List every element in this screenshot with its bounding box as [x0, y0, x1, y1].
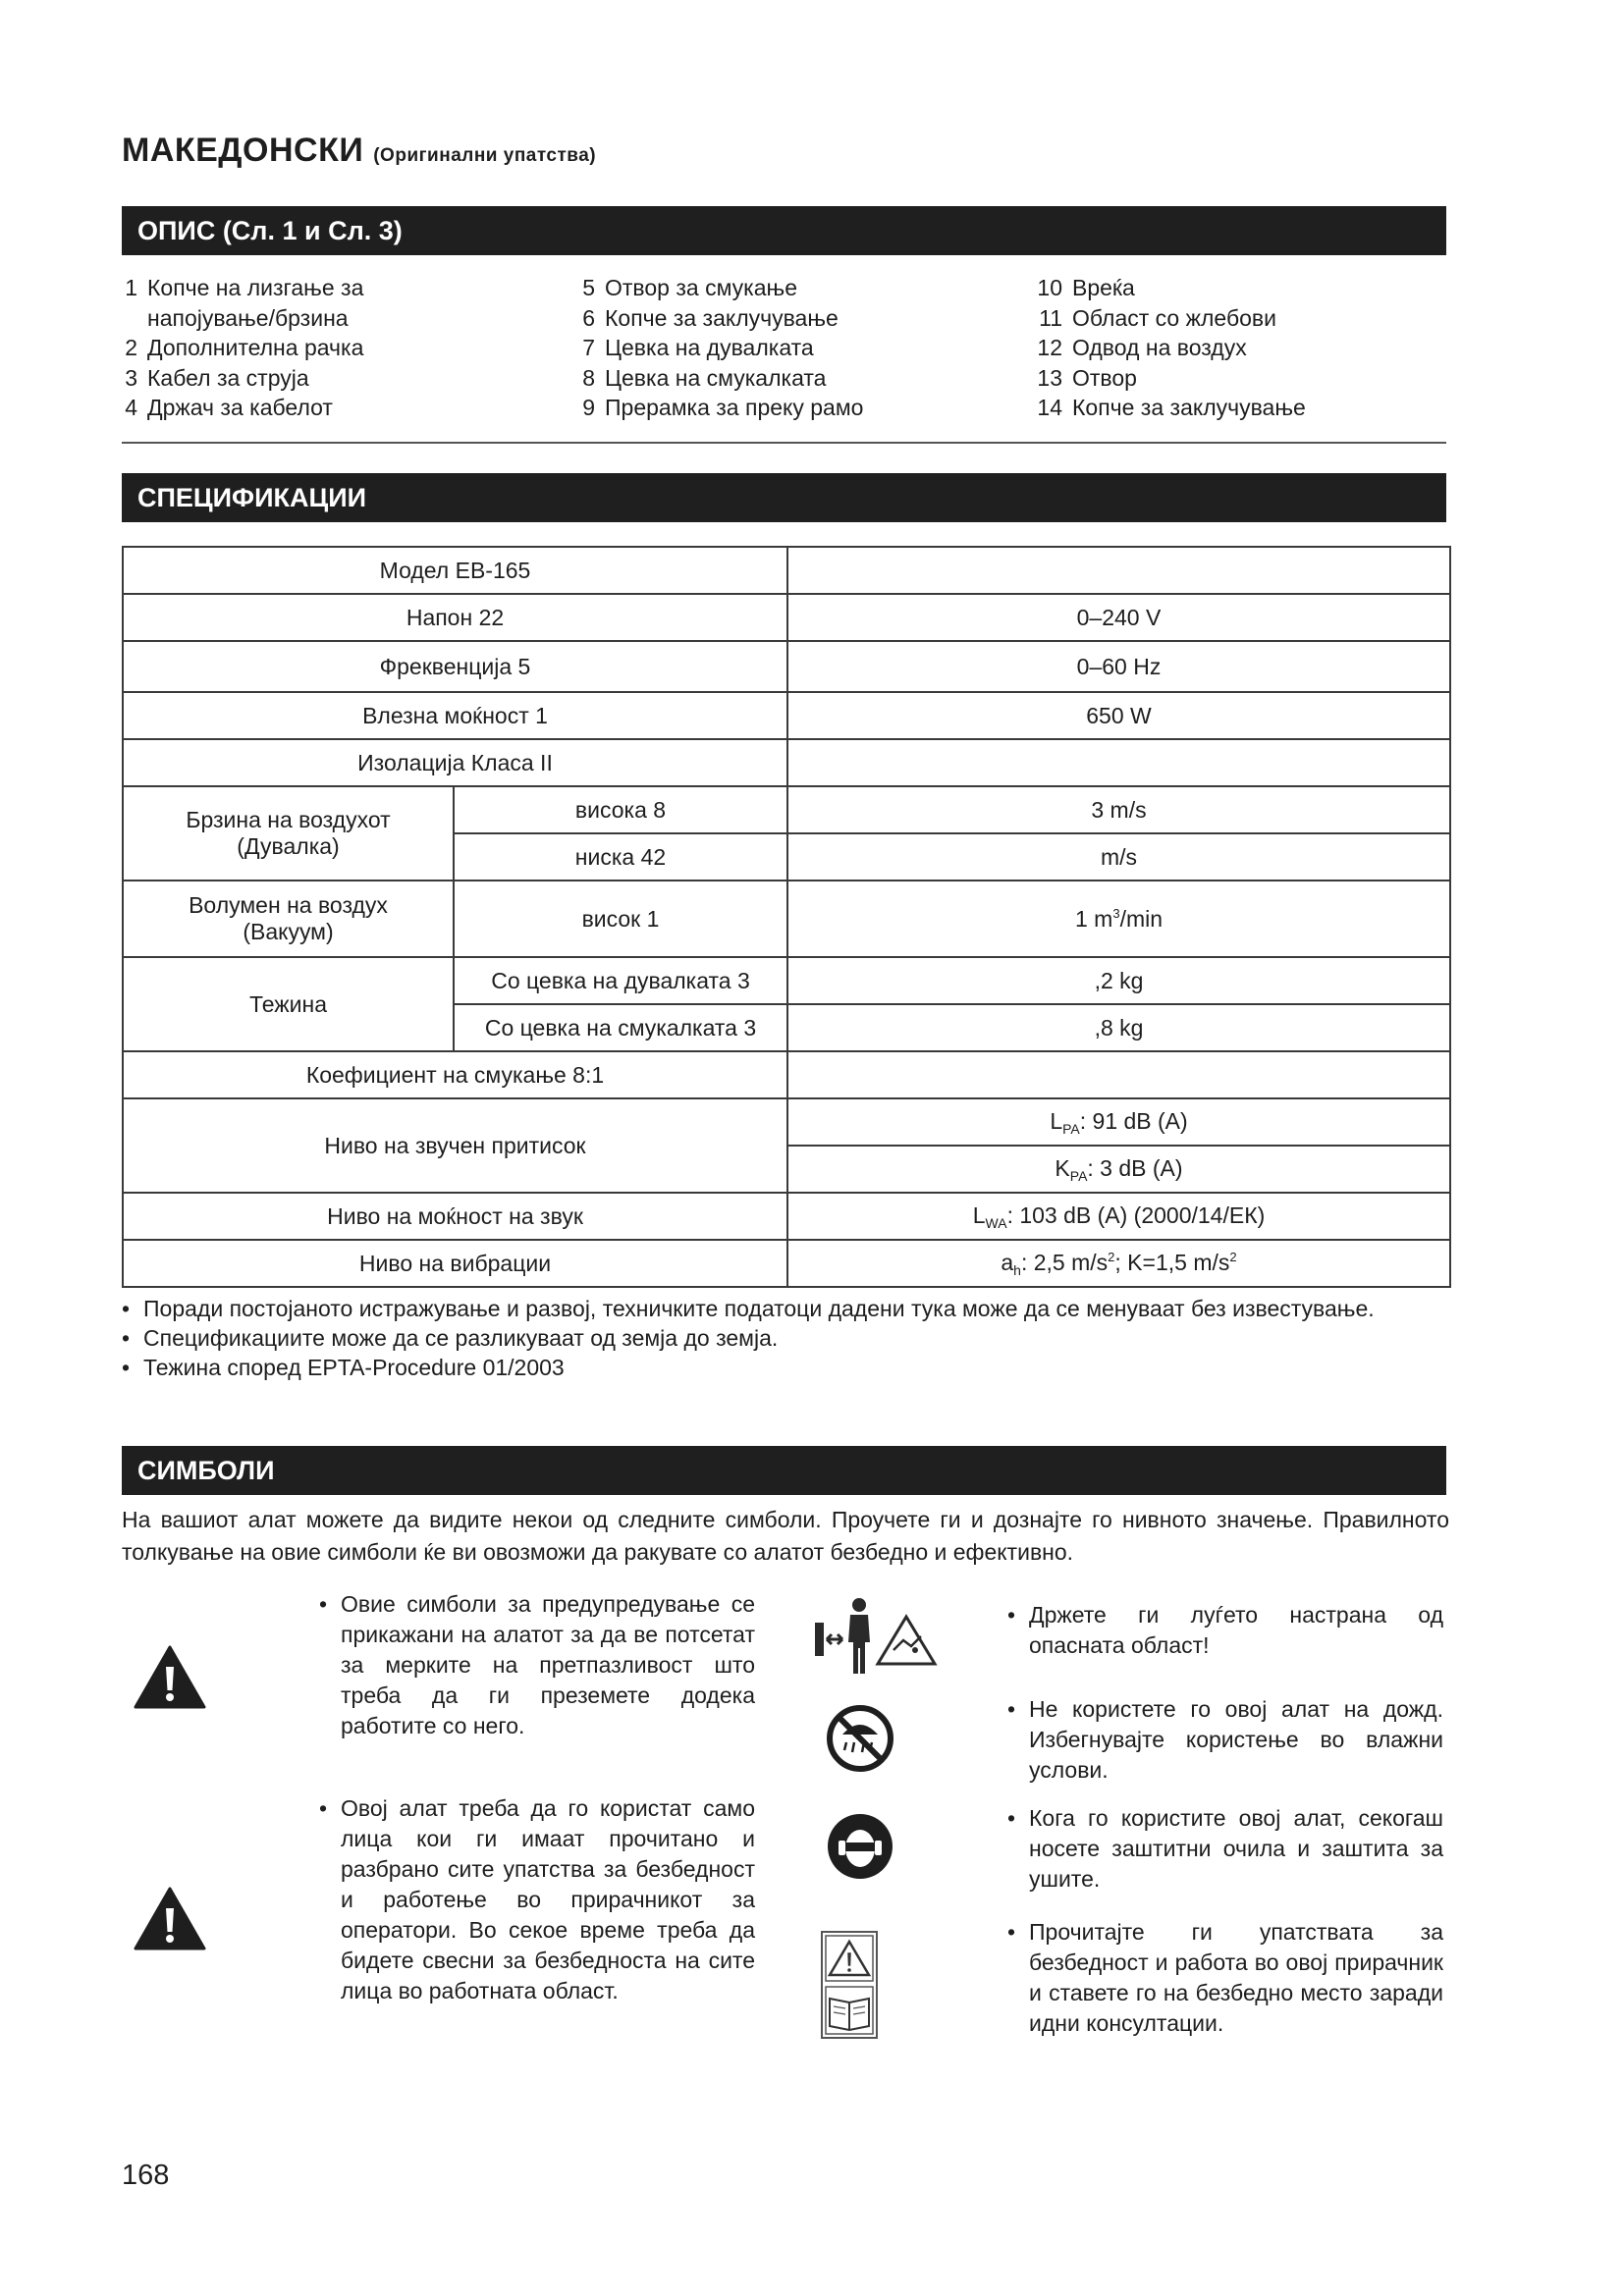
list-item: 13 Отвор — [1037, 364, 1137, 391]
symbol-description: • Не користете го овој алат на дожд. Избегнувајте користење во влажни услови. — [1007, 1696, 1443, 1783]
table-cell: $L_{WA}$: 103 dB (A) (2000/14/ЕК) — [787, 1193, 1450, 1240]
list-item: 14 Копче за заклучување — [1037, 395, 1306, 420]
table-cell: Со цевка на смукалката 3 — [454, 1004, 787, 1051]
table-row — [123, 957, 1450, 1004]
list-item: 10 Вреќа — [1037, 275, 1135, 300]
table-row — [123, 547, 1450, 594]
table-cell: Модел EB-165 — [123, 547, 787, 594]
table-cell: Ниво на моќност на звук — [123, 1193, 787, 1240]
list-item: 7 Цевка на дувалката — [582, 335, 814, 360]
note-item: • Поради постојаното истражување и развој, техничките податоци дадени тука може да се менуваат без известување. — [122, 1296, 1375, 1321]
table-cell: $K_{PA}$: 3 dB (A) — [787, 1146, 1450, 1193]
table-cell: ниска 42 — [454, 833, 787, 881]
list-item: напојување/брзина — [147, 304, 349, 331]
table-cell: 0–60 Hz — [787, 641, 1450, 692]
table-cell — [787, 1051, 1450, 1098]
table-cell: Волумен на воздух (Вакуум) — [123, 881, 454, 957]
table-cell: висок 1 — [454, 881, 787, 957]
table-row — [123, 739, 1450, 786]
warning-triangle-icon — [134, 1645, 206, 1710]
table-cell: ,8 kg — [787, 1004, 1450, 1051]
list-item: 5 Отвор за смукање — [582, 275, 797, 300]
symbols-heading: СИМБОЛИ — [122, 1446, 1446, 1495]
specification-notes — [122, 1294, 1449, 1382]
symbol-description: • Прочитајте ги упатствата за безбедност и работа во овој прирачник и ставете го на безбедно место заради идни консултации. — [1007, 1919, 1443, 2036]
table-cell — [787, 547, 1450, 594]
table-cell: 0–240 V — [787, 594, 1450, 641]
table-cell: Коефициент на смукање 8:1 — [123, 1051, 787, 1098]
table-cell — [787, 739, 1450, 786]
specifications-table — [122, 546, 1451, 1288]
table-cell: $L_{PA}$: 91 dB (A) — [787, 1098, 1450, 1146]
no-rain-icon — [825, 1703, 895, 1774]
list-item: 3 Кабел за струја — [125, 364, 309, 391]
table-cell: Ниво на вибрации — [123, 1240, 787, 1287]
note-item: • Спецификациите може да се разликуваат од земја до земја. — [122, 1325, 779, 1351]
table-cell: $a_h$: 2,5 $m/s^2$; K=1,5 $m/s^2$ — [787, 1240, 1450, 1287]
table-row — [123, 1240, 1450, 1287]
table-row — [123, 1098, 1450, 1146]
keep-bystanders-away-icon — [813, 1595, 941, 1680]
list-item: 4 Држач за кабелот — [125, 395, 333, 420]
symbol-description: • Држете ги луѓето настрана од опасната област! — [1007, 1602, 1443, 1658]
list-item: 8 Цевка на смукалката — [582, 364, 827, 391]
table-cell: Ниво на звучен притисок — [123, 1098, 787, 1193]
table-row — [123, 786, 1450, 833]
symbol-description: • Кога го користите овој алат, секогаш носете заштитни очила и заштита за ушите. — [1007, 1805, 1443, 1892]
symbol-description: • Овие симболи за предупредување се прикажани на алатот за да ве потсетат за мерките на претпазливост што треба да ги преземете додека работите со него. — [319, 1591, 755, 1738]
table-cell: висока 8 — [454, 786, 787, 833]
table-cell: Напон 22 — [123, 594, 787, 641]
page-title — [122, 132, 596, 170]
list-item: 12 Одвод на воздух — [1037, 335, 1247, 360]
warning-triangle-icon — [134, 1887, 206, 1951]
list-item: 1 Копче на лизгање за — [125, 275, 364, 300]
table-cell: Со цевка на дувалката 3 — [454, 957, 787, 1004]
table-cell: Тежина — [123, 957, 454, 1051]
table-cell: 650 W — [787, 692, 1450, 739]
specifications-heading: СПЕЦИФИКАЦИИ — [122, 473, 1446, 522]
list-item: 6 Копче за заклучување — [582, 304, 839, 331]
description-column-2 — [579, 273, 1001, 423]
note-item: • Тежина според EPTA-Procedure 01/2003 — [122, 1355, 565, 1380]
description-column-1 — [122, 273, 564, 423]
description-heading: ОПИС (Сл. 1 и Сл. 3) — [122, 206, 1446, 255]
description-column-3 — [1031, 273, 1453, 423]
list-item: 2 Дополнителна рачка — [125, 335, 364, 360]
section-divider — [122, 442, 1446, 444]
table-row — [123, 641, 1450, 692]
list-item: 9 Прерамка за преку рамо — [582, 395, 864, 420]
symbol-description: • Овој алат треба да го користат само лица кои ги имаат прочитано и разбрано сите упатства за безбедност и работење во прирачникот за оператори. Во секое време треба да бидете свесни за безбедноста на сите лица во работната област. — [319, 1795, 755, 2003]
table-cell: 1 $m^3/\min$ — [787, 881, 1450, 957]
table-cell: m/s — [787, 833, 1450, 881]
table-cell: 3 m/s — [787, 786, 1450, 833]
table-row — [123, 692, 1450, 739]
table-cell: Изолација Класа II — [123, 739, 787, 786]
eye-ear-protection-icon — [825, 1811, 895, 1882]
table-row — [123, 1193, 1450, 1240]
symbols-intro: На вашиот алат можете да видите некои од следните симболи. Проучете ги и дознајте го нивното значење. Правилното толкување на овие симболи ќе ви овозможи да ракувате со алатот безбедно и ефективно. — [122, 1507, 1449, 1565]
table-row — [123, 1051, 1450, 1098]
table-cell: Влезна моќност 1 — [123, 692, 787, 739]
table-row — [123, 881, 1450, 957]
language-subtitle: (Оригинални упатства) — [373, 145, 597, 166]
table-cell: Фреквенција 5 — [123, 641, 787, 692]
read-manual-icon — [820, 1930, 879, 2040]
language-title: МАКЕДОНСКИ — [122, 132, 364, 169]
list-item: 11 Област со жлебови — [1039, 304, 1276, 331]
table-cell: ,2 kg — [787, 957, 1450, 1004]
table-cell: Брзина на воздухот (Дувалка) — [123, 786, 454, 881]
page-number: 168 — [122, 2160, 170, 2191]
table-row — [123, 594, 1450, 641]
